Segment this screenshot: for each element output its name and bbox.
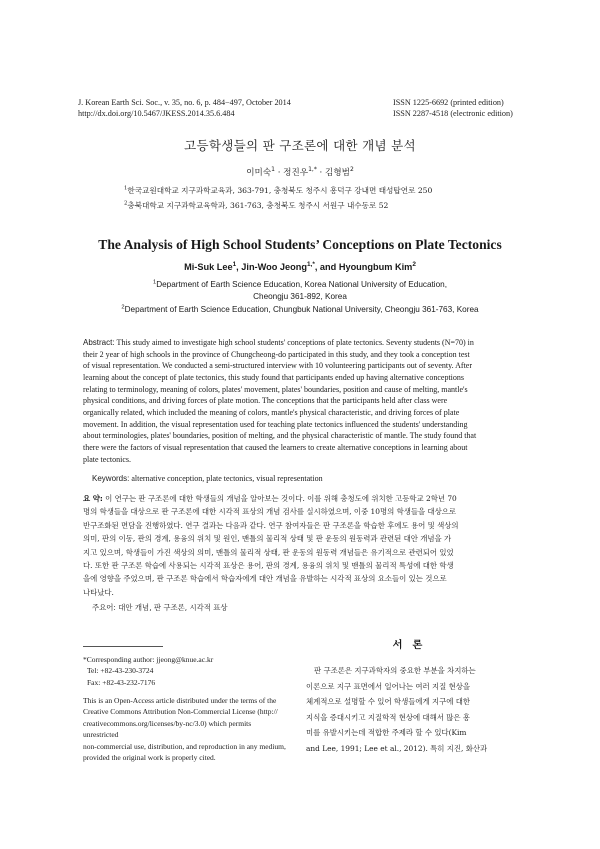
license-line: Creative Commons Attribution Non-Commercial License (http:// <box>83 707 278 717</box>
introduction-body <box>306 663 519 756</box>
author-affiliation-mark: 1 <box>232 260 237 268</box>
korean-abstract-line: 의미, 판의 이동, 판의 경계, 용융의 위치 및 원인, 맨틀의 물리적 상태 및 판 운동의 원동력과 관련된 대안 개념을 가 <box>83 534 452 544</box>
korean-abstract-line: 다. 또한 판 구조론 학습에 사용되는 시각적 표상은 용어, 판의 경계, 용융의 위치 및 맨틀의 물리적 특성에 대한 학생 <box>83 561 454 571</box>
korean-abstract-line: 명의 학생들을 대상으로 판 구조론에 대한 시각적 표상의 개념 검사를 실시하였으며, 이중 10명의 학생들을 대상으로 <box>83 507 457 517</box>
abstract <box>83 337 519 465</box>
english-affiliation-1 <box>0 279 600 303</box>
author-name: 이미숙 <box>246 168 272 178</box>
english-affiliation-2 <box>0 304 600 316</box>
author-affiliation-mark: 1 <box>271 166 275 174</box>
author-name: Jin-Woo Jeong <box>241 262 307 272</box>
affiliation-text: Department of Earth Science Education, Korea National University of Education, <box>156 280 447 289</box>
intro-line: 지식을 증대시키고 지질학적 현상에 대해서 많은 흥 <box>306 712 471 722</box>
abstract-line: physical conditions, and driving forces of plate motion. The conceptions that the participants held after class were <box>83 396 448 406</box>
intro-line: and Lee, 1991; Lee et al., 2012). 특히 지진, 화산과 <box>306 743 488 753</box>
running-header-left <box>78 97 291 119</box>
author-name: Hyoungbum Kim <box>338 262 413 272</box>
running-header-right <box>393 97 513 119</box>
author-affiliation-mark: 1,* <box>308 166 317 174</box>
korean-keywords-text: 대안 개념, 판 구조론, 시각적 표상 <box>118 603 228 612</box>
license-notice <box>83 695 288 763</box>
english-title: The Analysis of High School Students’ Conceptions on Plate Tectonics <box>98 237 502 252</box>
license-line: This is an Open-Access article distributed under the terms of the <box>83 696 277 705</box>
abstract-line: their 2 year of high schools in the province of Chungcheong-do participated in this study, and they took a conception test <box>83 349 470 359</box>
abstract-line: plate tectonics. <box>83 454 131 464</box>
affiliation-text: Department of Earth Science Education, Chungbuk National University, Cheongju 361-763, Korea <box>124 305 479 314</box>
footnote-rule <box>83 646 163 647</box>
affiliation-mark: 2 <box>124 200 128 207</box>
abstract-label: Abstract: <box>83 338 115 347</box>
affiliation-mark: 2 <box>121 304 125 311</box>
author-affiliation-mark: 2 <box>349 166 354 174</box>
author-separator: , <box>236 262 242 272</box>
abstract-line: organically related, which included the meaning of colors, mantle's physical characteristic, and driving forces of plate <box>83 407 460 417</box>
affiliation-mark: 1 <box>152 279 157 286</box>
korean-abstract-line: 요 약: 이 연구는 판 구조론에 대한 학생들의 개념을 알아보는 것이다. 이를 위해 충청도에 위치한 고등학교 2학년 70 <box>83 494 457 503</box>
korean-abstract-line: 반구조화된 면담을 진행하였다. 연구 결과는 다음과 같다. 연구 참여자들은 판 구조론을 학습한 후에도 용어 및 색상의 <box>83 520 459 530</box>
keywords <box>92 474 323 483</box>
author-affiliation-mark: 1,* <box>306 260 315 268</box>
korean-abstract-label: 요 약: <box>83 494 103 503</box>
doi-link[interactable]: http://dx.doi.org/10.5467/JKESS.2014.35.6.484 <box>78 109 235 118</box>
fax-number: Fax: +82-43-232-7176 <box>87 677 156 687</box>
abstract-line: Abstract: This study aimed to investigate high school students' conceptions of plate tectonics. Seventy students (N=70) in <box>83 338 474 347</box>
keywords-label: Keywords: <box>92 474 130 483</box>
korean-affiliation-2 <box>124 198 388 213</box>
korean-abstract-line: 나타났다. <box>83 587 114 597</box>
korean-author-list <box>0 166 600 178</box>
author-separator: · <box>274 168 284 178</box>
author-separator: , and <box>314 262 339 272</box>
issn-electronic: ISSN 2287-4518 (electronic edition) <box>393 109 513 118</box>
journal-citation: J. Korean Earth Sci. Soc., v. 35, no. 6, p. 484−497, October 2014 <box>78 98 291 107</box>
corresponding-author-footnote <box>83 654 298 688</box>
author-name: Mi-Suk Lee <box>184 262 233 272</box>
abstract-line: relating to terminology, meaning of colors, plates' movement, plates' boundaries, position and cause of melting, mantle's <box>83 384 468 394</box>
affiliation-text: 한국교원대학교 지구과학교육과, 363-791, 충청북도 청주시 흥덕구 강내면 태성탑연로 250 <box>127 186 433 195</box>
author-name: 정진우 <box>283 168 309 178</box>
korean-keywords <box>92 602 228 613</box>
korean-keywords-label: 주요어: <box>92 603 116 612</box>
intro-line: 체계적으로 설명할 수 있어 학생들에게 지구에 대한 <box>306 697 471 707</box>
license-line: non-commercial use, distribution, and reproduction in any medium, <box>83 741 286 751</box>
author-separator: · <box>316 168 326 178</box>
intro-line: 미를 유발시키는데 적합한 주제라 할 수 있다(Kim <box>306 728 467 738</box>
intro-line: 판 구조론은 지구과학자의 중요한 부분을 차지하는 <box>314 666 476 675</box>
abstract-line: there were the factors of visual representation that caused the learners to create alternative conceptions in learning about <box>83 442 468 452</box>
korean-abstract-line: 을에 영향을 주었으며, 판 구조론 학습에서 학습자에게 대안 개념을 유발하는 시각적 표상의 요소들이 있는 것으로 <box>83 574 447 584</box>
license-line: provided the original work is properly cited. <box>83 753 216 763</box>
license-line[interactable]: creativecommons.org/licenses/by-nc/3.0) which permits unrestricted <box>83 718 252 740</box>
author-affiliation-mark: 2 <box>412 260 416 268</box>
affiliation-mark: 1 <box>124 185 128 192</box>
keywords-text: alternative conception, plate tectonics, visual representation <box>131 474 323 483</box>
english-author-list <box>0 262 600 272</box>
abstract-line: learning about the concept of plate tectonics, this study found that participants ended up having alternative conceptions <box>83 372 464 382</box>
author-name: 김형범 <box>325 168 350 178</box>
korean-affiliation-1 <box>124 183 432 198</box>
korean-abstract <box>83 492 519 599</box>
intro-line: 이론으로 지구 표면에서 일어나는 여러 지질 현상을 <box>306 681 471 691</box>
abstract-line: movement. In addition, the visual representation used for teaching plate tectonics influenced the students' understanding <box>83 419 468 429</box>
introduction-heading: 서론 <box>392 640 433 651</box>
korean-abstract-line: 지고 있으며, 학생들이 가진 색상의 의미, 맨틀의 물리적 상태, 판 운동의 원동력 개념들은 유기적으로 관련되어 있었 <box>83 547 454 557</box>
abstract-line: of visual representation. We conducted a semi-structured interview with 10 volunteering participants out of seventy. After <box>83 361 473 371</box>
affiliation-text: Cheongju 361-892, Korea <box>253 292 347 301</box>
abstract-line: about terminologies, plates' boundaries, position of melting, and the physical characteristic of mantle. The study found that <box>83 431 477 441</box>
affiliation-text: 충북대학교 지구과학교육학과, 361-763, 충청북도 청주시 서원구 내수동로 52 <box>127 201 389 210</box>
phone-number: Tel: +82-43-230-3724 <box>87 666 154 676</box>
issn-print: ISSN 1225-6692 (printed edition) <box>393 98 504 107</box>
korean-title: 고등학생들의 판 구조론에 대한 개념 분석 <box>184 138 416 153</box>
corresponding-author-email[interactable]: *Corresponding author: jjeong@knue.ac.kr <box>83 655 214 664</box>
